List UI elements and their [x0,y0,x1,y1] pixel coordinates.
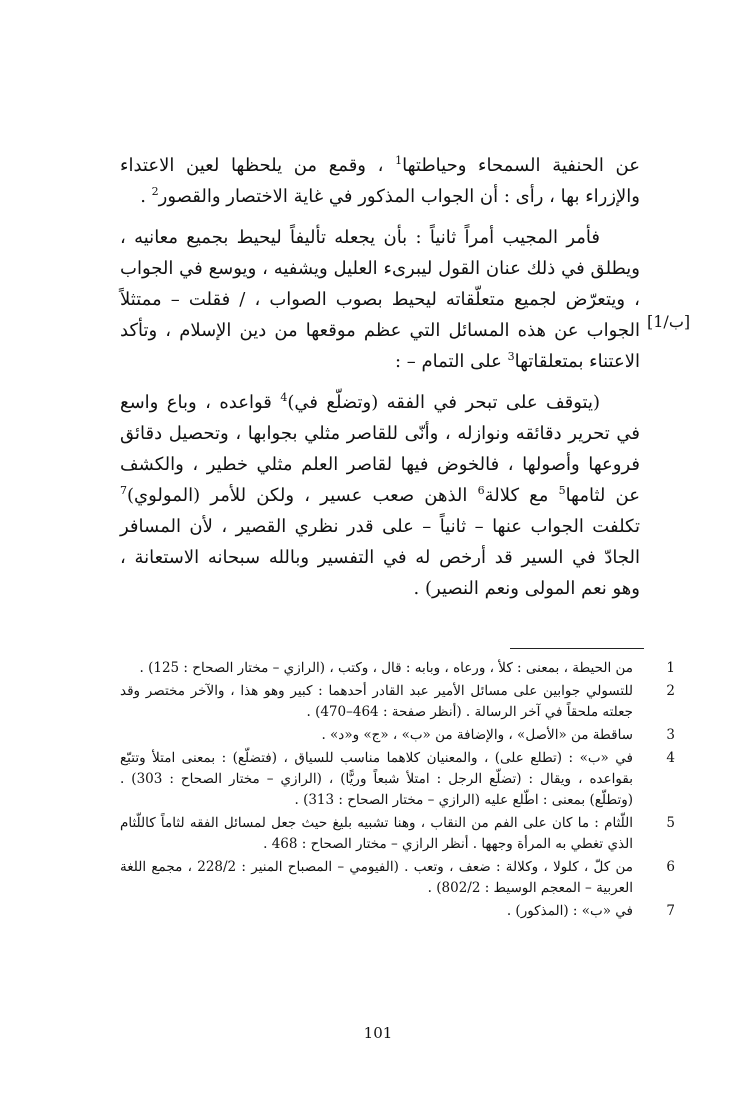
footnote-number: 1 [666,660,675,676]
footnote-number: 5 [666,815,675,831]
footnote-reference[interactable]: 7 [120,484,127,497]
footnote-text: في «ب» : (المذكور) . [506,903,633,919]
footnote-separator [510,648,644,649]
footnote-text: اللّثام : ما كان على الفم من النقاب ، وهنا تشبيه بليغ حيث جعل لمسائل الفقه لثاماً كاللّثام الذي تغطي به المرأة وجهها . أنظر الرازي – مختار الصحاح : 468 . [120,815,633,852]
footnote-reference[interactable]: 5 [558,484,566,497]
footnotes [120,658,675,924]
footnote-number: 3 [666,727,675,743]
footnote-number: 6 [666,859,675,875]
paragraph-1 [120,150,640,212]
footnote-number: 2 [666,683,675,699]
footnote-reference[interactable]: 6 [477,484,485,497]
footnote [120,681,675,723]
text-run: مع كلالة [484,485,559,506]
footnote [120,658,675,679]
footnote-text: ساقطة من «الأصل» ، والإضافة من «ب» ، «ج» و«د» . [321,727,633,743]
footnote-reference[interactable]: 3 [507,350,515,363]
page-number: 101 [363,1024,393,1042]
footnote-reference[interactable]: 1 [395,154,403,167]
footnote-number: 7 [666,903,675,919]
text-run: . [140,186,152,207]
footnote-text: من كلّ ، كلولا ، وكلالة : ضعف ، وتعب . (الفيومي – المصباح المنير : 228/2 ، مجمع اللغة العربية – المعجم الوسيط : 802/2) . [120,859,634,896]
text-run: عن الحنفية السمحاء وحياطتها [402,155,641,176]
footnote [120,748,675,811]
footnote-text: للتسولي جوابين على مسائل الأمير عبد القادر أحدهما : كبير وهو هذا ، والآخر مختصر وقد جعلته ملحقاً في آخر الرسالة . (أنظر صفحة : 464–470) . [120,683,633,720]
footnote [120,857,675,899]
text-run: تكلفت الجواب عنها – ثانياً – على قدر نظري القصير ، لأن المسافر الجادّ في السير قد أرخص له في التفسير وبالله سبحانه الاستعانة ، وهو نعم المولى ونعم النصير) . [120,516,640,599]
footnote-reference[interactable]: 4 [280,391,288,404]
text-run: (يتوقف على تبحر في الفقه (وتضلّع في) [287,392,600,413]
main-text [120,150,640,604]
footnote-reference[interactable]: 2 [151,185,159,198]
text-run: ، وقمع من يلحظها لعين الاعتداء والإزراء بها ، رأى : أن الجواب المذكور في غاية الاختصار والقصور [120,155,640,207]
text-run: فأمر المجيب أمراً ثانياً : بأن يجعله تأليفاً ليحيط بجميع معانيه ، ويطلق في ذلك عنان القول ليبرىء العليل ويشفيه ، ويوسع في الجواب ، ويتعرّض لجميع متعلّقاته ليحيط بصوب الصواب ، / فقلت – ممتثلاً الجواب عن هذه المسائل التي عظم موقعها من دين الإسلام ، وتأكد الاعتناء بمتعلقاتها [120,227,640,372]
footnote [120,725,675,746]
paragraph-2 [120,222,640,377]
footnote-text: في «ب» : (تطلع على) ، والمعنيان كلاهما مناسب للسياق ، (فتضلّع) : بمعنى امتلأ وتتبّع بقواعده ، ويقال : (تضلّع الرجل : امتلأ شبعاً وريًّا) ، (الرازي – مختار الصحاح : 303) . (وتطلّع) بمعنى : اطّلع عليه (الرازي – مختار الصحاح : 313) . [120,750,633,808]
footnote-number: 4 [666,750,675,766]
text-run: قواعده ، وباع واسع في تحرير دقائقه ونوازله ، وأنّى للقاصر مثلي بجوابها ، وتحصيل دقائق فروعها وأصولها ، فالخوض فيها لقاصر العلم مثلي خطير ، والكشف عن لثامها [120,392,640,506]
manuscript-folio-marker: [1/ب] [647,312,691,331]
text-run: الذهن صعب عسير ، ولكن للأمر (المولوي) [127,485,478,506]
footnote [120,901,675,922]
text-run: على التمام – : [394,351,508,372]
footnote [120,813,675,855]
footnote-text: من الحيطة ، بمعنى : كلأ ، ورعاه ، وبابه : قال ، وكتب ، (الرازي – مختار الصحاح : 125) . [139,660,633,676]
paragraph-3 [120,387,640,604]
